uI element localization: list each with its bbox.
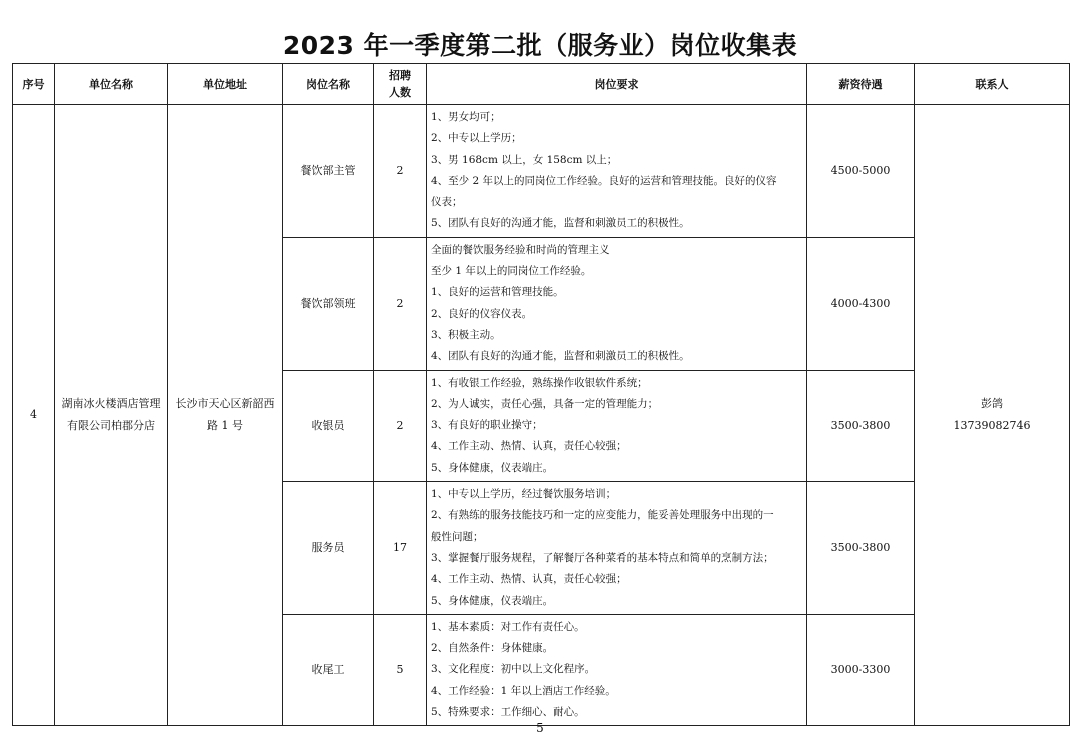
requirement-line: 4、工作经验：1 年以上酒店工作经验。 xyxy=(431,684,616,697)
salary: 3500-3800 xyxy=(807,482,915,615)
header-count xyxy=(374,64,427,105)
page-number: 5 xyxy=(536,721,544,735)
hire-count: 17 xyxy=(374,482,427,615)
requirement-line: 2、自然条件：身体健康。 xyxy=(431,642,554,655)
requirement-line: 1、良好的运营和管理技能。 xyxy=(431,286,564,299)
requirement-line: 4、至少 2 年以上的同岗位工作经验。良好的运营和管理技能。良好的仪容 xyxy=(431,174,777,187)
requirement-line: 1、有收银工作经验，熟练操作收银软件系统； xyxy=(431,376,648,389)
salary: 3000-3300 xyxy=(807,614,915,725)
table-row xyxy=(13,105,1070,238)
position-name: 服务员 xyxy=(283,482,374,615)
requirement-line: 4、工作主动、热情、认真，责任心较强； xyxy=(431,440,627,453)
header-requirements: 岗位要求 xyxy=(427,64,807,105)
requirement-line: 1、中专以上学历，经过餐饮服务培训； xyxy=(431,488,617,501)
hire-count: 2 xyxy=(374,105,427,238)
requirements-cell xyxy=(427,237,807,370)
header-company: 单位名称 xyxy=(55,64,168,105)
header-count-line1: 招聘 xyxy=(389,69,411,82)
requirement-line: 1、男女均可； xyxy=(431,111,501,123)
requirement-line: 2、中专以上学历； xyxy=(431,132,522,145)
requirement-line: 1、基本素质：对工作有责任心。 xyxy=(431,620,585,633)
requirement-line: 5、身体健康，仪表端庄。 xyxy=(431,594,554,607)
position-name: 收银员 xyxy=(283,370,374,481)
company-name xyxy=(55,105,168,726)
company-name-line1: 湖南冰火楼酒店管理 xyxy=(61,397,161,411)
requirements-cell xyxy=(427,614,807,725)
salary: 4500-5000 xyxy=(807,105,915,238)
requirement-line: 3、掌握餐厅服务规程，了解餐厅各种菜肴的基本特点和简单的烹制方法； xyxy=(431,551,774,564)
requirement-line: 2、良好的仪容仪表。 xyxy=(431,307,533,320)
contact-name: 彭鸽 xyxy=(981,397,1003,411)
contact-phone: 13739082746 xyxy=(953,419,1031,433)
requirement-line: 5、身体健康，仪表端庄。 xyxy=(431,461,554,474)
requirement-line: 5、特殊要求：工作细心、耐心。 xyxy=(431,706,585,719)
header-row xyxy=(13,64,1070,105)
job-table xyxy=(12,63,1070,726)
requirement-line: 2、为人诚实，责任心强，具备一定的管理能力； xyxy=(431,397,659,410)
requirement-line: 5、团队有良好的沟通才能，监督和刺激员工的积极性。 xyxy=(431,217,690,230)
header-address: 单位地址 xyxy=(168,64,283,105)
requirement-line: 3、积极主动。 xyxy=(431,328,501,341)
requirement-line: 全面的餐饮服务经验和时尚的管理主义 xyxy=(431,243,610,256)
hire-count: 2 xyxy=(374,237,427,370)
requirement-line: 2、有熟练的服务技能技巧和一定的应变能力，能妥善处理服务中出现的一 xyxy=(431,509,774,522)
hire-count: 2 xyxy=(374,370,427,481)
requirement-line: 3、有良好的职业操守； xyxy=(431,419,543,432)
requirement-line: 至少 1 年以上的同岗位工作经验。 xyxy=(431,265,592,278)
header-position: 岗位名称 xyxy=(283,64,374,105)
salary: 4000-4300 xyxy=(807,237,915,370)
company-name-line2: 有限公司柏郡分店 xyxy=(67,419,155,433)
requirement-line: 般性问题； xyxy=(431,530,484,543)
header-no: 序号 xyxy=(13,64,55,105)
requirements-cell xyxy=(427,482,807,615)
requirements-cell xyxy=(427,105,807,238)
requirement-line: 3、男 168cm 以上，女 158cm 以上； xyxy=(431,153,618,166)
contact xyxy=(915,105,1070,726)
requirement-line: 4、工作主动、热情、认真，责任心较强； xyxy=(431,573,627,586)
salary: 3500-3800 xyxy=(807,370,915,481)
requirement-line: 仪表； xyxy=(431,196,463,209)
header-count-line2: 人数 xyxy=(389,86,411,99)
position-name: 收尾工 xyxy=(283,614,374,725)
header-contact: 联系人 xyxy=(915,64,1070,105)
requirement-line: 4、团队有良好的沟通才能，监督和刺激员工的积极性。 xyxy=(431,350,690,363)
address-line1: 长沙市天心区新韶西 xyxy=(175,397,275,411)
requirement-line: 3、文化程度：初中以上文化程序。 xyxy=(431,663,596,676)
page-title: 2023 年一季度第二批（服务业）岗位收集表 xyxy=(282,31,798,60)
position-name: 餐饮部主管 xyxy=(283,105,374,238)
address-line2: 路 1 号 xyxy=(207,419,243,433)
entry-no: 4 xyxy=(13,105,55,726)
header-salary: 薪资待遇 xyxy=(807,64,915,105)
hire-count: 5 xyxy=(374,614,427,725)
company-address xyxy=(168,105,283,726)
position-name: 餐饮部领班 xyxy=(283,237,374,370)
requirements-cell xyxy=(427,370,807,481)
